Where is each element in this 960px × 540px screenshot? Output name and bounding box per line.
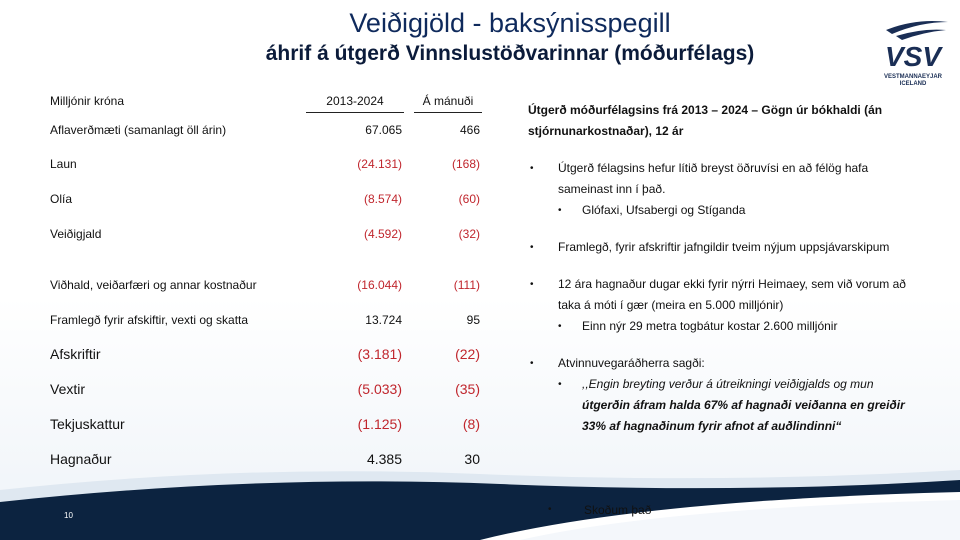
table-row (50, 337, 482, 372)
footer-wave (0, 460, 960, 540)
slide-title: Veiðigjöld - baksýnisspegill (349, 8, 671, 38)
bullet-minister (528, 353, 908, 437)
bullet-lets-look (550, 503, 651, 517)
sub-bullet-trawler (528, 316, 908, 337)
table-row (50, 147, 482, 182)
row-month-value: (8) (462, 416, 480, 432)
row-label: Olía (50, 192, 73, 206)
row-period-value: (24.131) (357, 157, 402, 171)
row-period-value: (5.033) (357, 381, 402, 397)
bullet-margin (528, 237, 908, 258)
row-label: Hagnaður (50, 451, 112, 467)
table-row (50, 303, 482, 337)
sub-bullet-trawler-text: Einn nýr 29 metra togbátur kostar 2.600 milljónir (582, 319, 838, 333)
logo-sub-line2: ICELAND (899, 81, 927, 87)
page-number: 10 (64, 511, 73, 520)
bullet-minister-text: Atvinnuvegaráðherra sagði: (558, 356, 705, 370)
col-header-period: 2013-2024 (306, 90, 404, 113)
col-header-month: Á mánuði (414, 90, 482, 113)
table-row (50, 217, 482, 252)
table-row (50, 372, 482, 407)
row-period-value: (8.574) (363, 192, 402, 206)
row-label: Tekjuskattur (50, 416, 125, 432)
commentary-panel (528, 100, 908, 437)
table-row (50, 113, 482, 147)
table-body (50, 113, 482, 477)
slide-subtitle: áhrif á útgerð Vinnslustöðvarinnar (móðurfélags) (265, 42, 755, 65)
bullet-margin-text: Framlegð, fyrir afskriftir jafngildir tveim nýjum uppsjávarskipum (558, 240, 890, 254)
row-month-value: (32) (458, 227, 480, 241)
quote-part-a: ,,Engin breyting verður á útreikningi veiðigjalds og mun (582, 377, 874, 391)
table-spacer-row (50, 252, 482, 268)
row-period-value: 67.065 (365, 122, 402, 137)
row-label: Laun (50, 157, 77, 171)
quote-part-b: útgerðin áfram halda 67% af hagnaði veiðanna en greiðir 33% af hagnaðinum fyrir afnot af auðlindinni“ (582, 398, 905, 433)
row-label: Framlegð fyrir afskiftir, vexti og skatta (50, 312, 249, 327)
row-period-value: 13.724 (365, 312, 402, 327)
table-header-row (50, 90, 482, 113)
bullet-consolidation-text: Útgerð félagsins hefur lítið breyst öðruvísi en að félög hafa sameinast inn í það. (558, 161, 869, 196)
row-month-value: (60) (458, 192, 480, 206)
bullet-profit (528, 274, 908, 337)
commentary-intro: Útgerð móðurfélagsins frá 2013 – 2024 – Gögn úr bókhaldi (án stjórnunarkostnaðar), 12 ár (528, 103, 883, 138)
bullet-consolidation (528, 158, 908, 221)
row-month-value: 466 (459, 122, 480, 137)
table-row (50, 268, 482, 303)
row-month-value: 95 (466, 312, 480, 327)
row-period-value: (16.044) (357, 278, 402, 292)
logo-sub-line1: VESTMANNAEYJAR (883, 74, 942, 80)
bullet-profit-text: 12 ára hagnaður dugar ekki fyrir nýrri Heimaey, sem við vorum að taka á móti í gær (meira en 5.000 milljónir) (558, 277, 906, 312)
row-period-value: (1.125) (357, 416, 402, 432)
bullet-lets-look-text: Skoðum það (584, 503, 652, 517)
sub-bullet-vessels-text: Glófaxi, Ufsabergi og Stíganda (582, 203, 746, 217)
table-row (50, 182, 482, 217)
logo-mark: VSV (884, 41, 942, 72)
row-month-value: (111) (453, 278, 480, 292)
row-label: Viðhald, veiðarfæri og annar kostnaður (50, 278, 257, 292)
sub-bullet-vessels (528, 200, 908, 221)
col-header-label: Milljónir króna (50, 94, 125, 109)
row-label: Vextir (50, 381, 86, 397)
row-month-value: 30 (464, 451, 480, 467)
logo-subtext (876, 74, 950, 88)
financial-table (50, 90, 482, 477)
row-label: Aflaverðmæti (samanlagt öll árin) (50, 122, 227, 137)
logo-swoosh-icon (876, 16, 950, 74)
table-row (50, 407, 482, 442)
row-label: Afskriftir (50, 346, 101, 362)
row-period-value: (4.592) (363, 227, 402, 241)
row-label: Veiðigjald (50, 227, 102, 241)
row-month-value: (22) (455, 346, 480, 362)
sub-bullet-quote (528, 374, 908, 437)
row-period-value: (3.181) (357, 346, 402, 362)
row-month-value: (35) (455, 381, 480, 397)
row-period-value: 4.385 (366, 451, 402, 467)
row-month-value: (168) (451, 157, 480, 171)
commentary-list (528, 158, 908, 437)
vsv-logo (876, 16, 950, 87)
